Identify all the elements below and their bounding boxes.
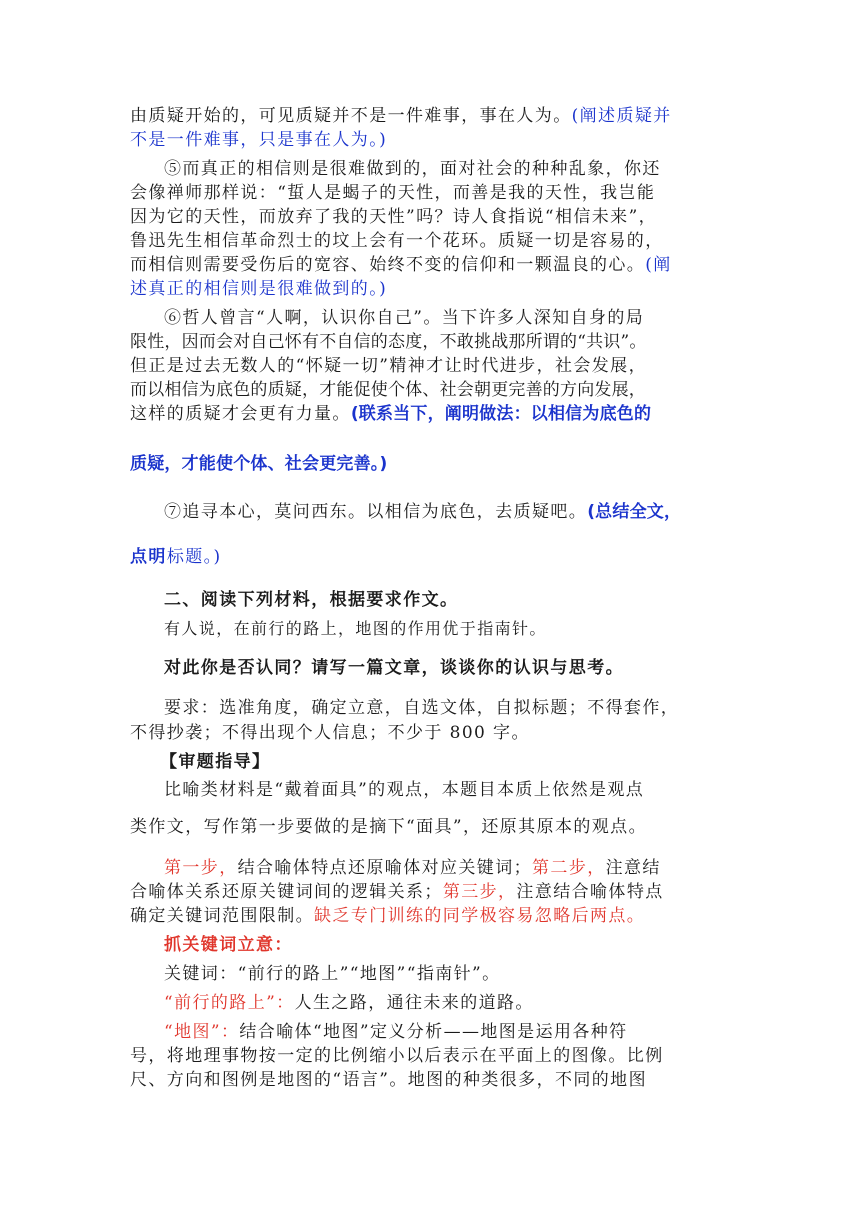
body-text: 而相信则需要受伤后的宽容、始终不变的信仰和一颗温良的心。 xyxy=(130,255,646,275)
section-heading: 二、阅读下列材料，根据要求作文。 xyxy=(164,590,459,610)
keyword-heading: 抓关键词立意： xyxy=(164,935,293,955)
steps-line xyxy=(130,904,730,928)
annotation-line: 不是一件难事，只是事在人为。) xyxy=(130,130,388,150)
essay-line: ⑥哲人曾言“人啊，认识你自己”。当下许多人深知自身的局 xyxy=(164,308,645,328)
annotation-text: (总结全文， xyxy=(587,502,682,522)
step-text: 确定关键词范围限制。 xyxy=(130,906,314,926)
warning-text: 缺乏专门训练的同学极容易忽略后两点。 xyxy=(314,906,646,926)
essay-line: 但正是过去无数人的“怀疑一切”精神才让时代进步，社会发展， xyxy=(130,356,647,376)
essay-line xyxy=(130,253,730,277)
keyword-map-line xyxy=(164,1020,730,1044)
essay-line: 因为它的天性，而放弃了我的天性”吗？诗人食指说“相信未来”， xyxy=(130,207,658,227)
essay-line xyxy=(164,500,730,524)
body-text: 由质疑开始的，可见质疑并不是一件难事，事在人为。 xyxy=(130,106,572,126)
steps-line xyxy=(164,856,730,880)
keyword-map-line: 尺、方向和图例是地图的“语言”。地图的种类很多，不同的地图 xyxy=(130,1070,647,1090)
keyword-text: 结合喻体“地图”定义分析——地图是运用各种符 xyxy=(239,1022,628,1042)
annotation-line xyxy=(130,545,730,569)
step-text: 合喻体关系还原关键词间的逻辑关系； xyxy=(130,882,443,902)
keyword-label: “地图”： xyxy=(164,1022,240,1042)
essay-line xyxy=(130,402,730,426)
annotation-text: 标题。) xyxy=(166,547,222,567)
keyword-text: 人生之路，通往未来的道路。 xyxy=(294,993,534,1013)
body-text: ⑦追寻本心，莫问西东。以相信为底色，去质疑吧。 xyxy=(164,502,588,522)
step-label: 第一步， xyxy=(164,858,238,878)
annotation-text: (阐述质疑并 xyxy=(571,106,672,126)
step-label: 第二步， xyxy=(532,858,606,878)
question-text: 对此你是否认同？请写一篇文章，谈谈你的认识与思考。 xyxy=(164,658,624,678)
guide-heading: 【审题指导】 xyxy=(160,752,271,772)
guide-line: 类作文，写作第一步要做的是摘下“面具”，还原其原本的观点。 xyxy=(130,817,647,837)
keyword-line: 关键词：“前行的路上”“地图”“指南针”。 xyxy=(164,964,501,984)
material-text: 有人说，在前行的路上，地图的作用优于指南针。 xyxy=(164,619,547,638)
keyword-map-line: 号，将地理事物按一定的比例缩小以后表示在平面上的图像。比例 xyxy=(130,1046,664,1066)
essay-line: 会像禅师那样说：“蜇人是蝎子的天性，而善是我的天性，我岂能 xyxy=(130,183,656,203)
steps-line xyxy=(130,880,730,904)
step-text: 注意结合喻体特点 xyxy=(516,882,664,902)
essay-line: 鲁迅先生相信革命烈士的坟上会有一个花环。质疑一切是容易的， xyxy=(130,231,664,251)
essay-line: ⑤而真正的相信则是很难做到的，面对社会的种种乱象，你还 xyxy=(164,159,661,179)
annotation-text: (联系当下，阐明做法：以相信为底色的 xyxy=(350,404,652,424)
body-text: 这样的质疑才会更有力量。 xyxy=(130,404,351,424)
requirement-line: 要求：选准角度，确定立意，自选文体，自拟标题；不得套作， xyxy=(164,698,680,718)
requirement-line: 不得抄袭；不得出现个人信息；不少于 800 字。 xyxy=(130,723,530,743)
essay-line: 而以相信为底色的质疑，才能促使个体、社会朝更完善的方向发展， xyxy=(130,380,646,400)
essay-line xyxy=(130,104,730,128)
annotation-line: 质疑，才能使个体、社会更完善。) xyxy=(130,454,388,474)
essay-line: 限性，因而会对自己怀有不自信的态度，不敢挑战那所谓的“共识”。 xyxy=(130,332,647,352)
step-text: 注意结 xyxy=(605,858,661,878)
keyword-road-line xyxy=(164,991,730,1015)
guide-line: 比喻类材料是“戴着面具”的观点，本题目本质上依然是观点 xyxy=(164,780,645,800)
step-label: 第三步， xyxy=(442,882,517,902)
step-text: 结合喻体特点还原喻体对应关键词； xyxy=(237,858,533,878)
keyword-label: “前行的路上”： xyxy=(164,993,295,1013)
annotation-line: 述真正的相信则是很难做到的。) xyxy=(130,279,388,299)
annotation-text: (阐 xyxy=(645,255,672,275)
annotation-text: 点明 xyxy=(130,547,167,567)
